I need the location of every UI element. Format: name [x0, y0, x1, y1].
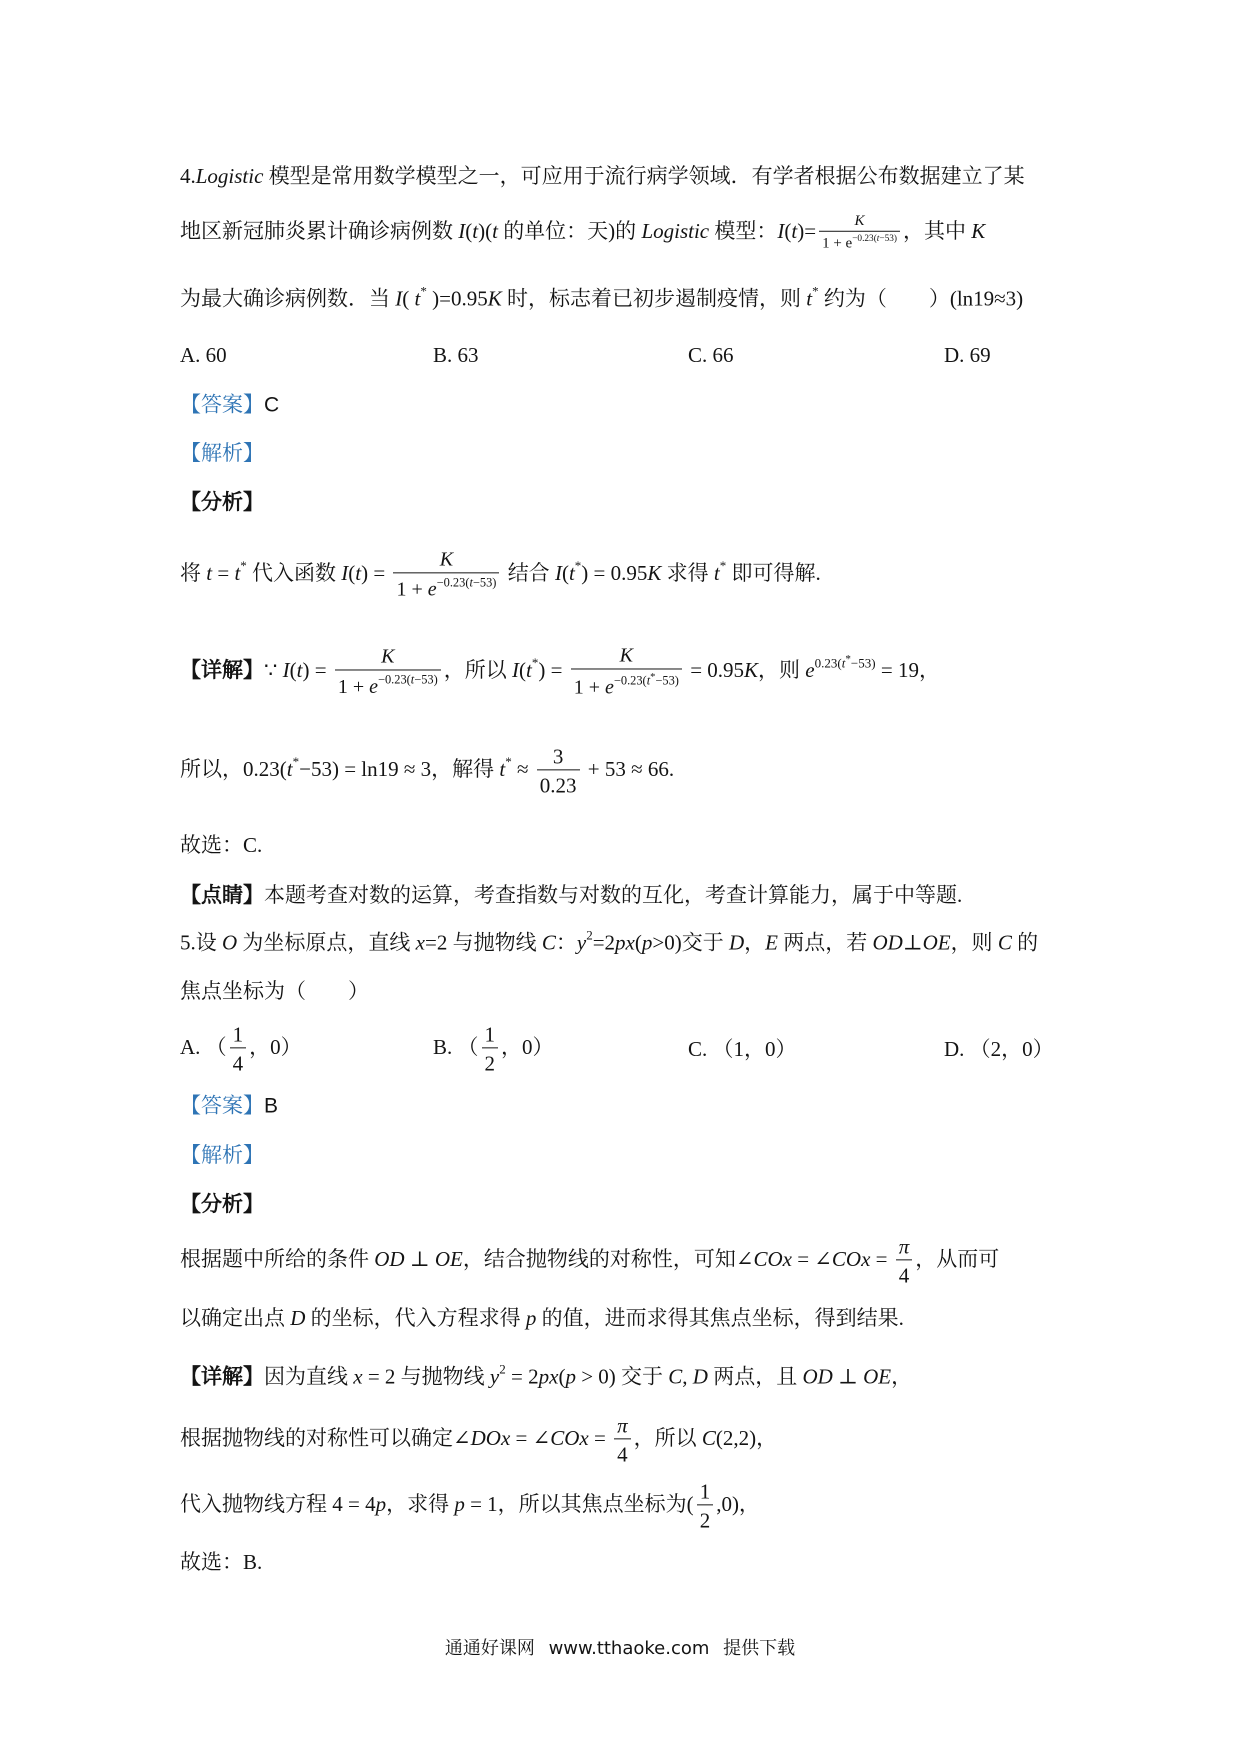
- q4-jiexi-tag: 【解析】: [180, 440, 264, 465]
- math-variable: t: [286, 756, 293, 781]
- q4-fenxi-tag: 【分析】: [180, 489, 264, 514]
- text-run: 为最大确诊病例数．当: [180, 286, 396, 311]
- q5-stem-line-2: 焦点坐标为（ ）: [180, 978, 369, 1003]
- fraction-denominator: 4: [614, 1439, 631, 1467]
- math-variable: K: [647, 560, 662, 585]
- q5-option-a: [180, 1022, 302, 1075]
- question-number: 5.设: [180, 930, 222, 955]
- q5-detail-line-1: [180, 1363, 912, 1390]
- math-variable: t: [469, 575, 473, 590]
- q4-option-b: B. 63: [433, 342, 479, 367]
- math-variable: I: [554, 560, 562, 585]
- math-variable: I: [512, 657, 520, 682]
- text-run: ⊥: [404, 1246, 435, 1271]
- text-run: −53) = ln19 ≈ 3，解得: [299, 756, 500, 781]
- q5-fenxi-line-2: [180, 1305, 904, 1331]
- text-run: −53): [850, 655, 876, 671]
- q5-option-c: C. （1，0）: [688, 1036, 797, 1061]
- math-variable: t: [568, 560, 575, 585]
- text-run: )=0.95: [426, 286, 488, 311]
- text-run: = 19，: [875, 657, 940, 682]
- q4-conclusion: 故选：C.: [180, 832, 263, 857]
- model-name: Logistic: [641, 218, 710, 243]
- math-variable: px: [538, 1364, 559, 1389]
- text-run: ，所以: [443, 657, 513, 682]
- math-variable: t: [646, 673, 651, 688]
- detail-tag: 【详解】: [180, 1364, 264, 1389]
- text-run: (: [402, 286, 415, 311]
- math-variable: I: [777, 218, 785, 243]
- text-run: 1 +: [337, 675, 370, 698]
- text-run: =2 与抛物线: [425, 930, 542, 955]
- text-run: (2,2)，: [715, 1425, 778, 1450]
- text-run: 的: [1011, 930, 1039, 955]
- text-run: 本题考查对数的运算，考查指数与对数的互化，考查计算能力，属于中等题.: [264, 882, 963, 907]
- q4-stem-line-3: [180, 285, 1023, 312]
- math-variable: t: [876, 234, 880, 245]
- text-run: −53): [655, 673, 679, 688]
- text-run: ，: [744, 930, 766, 955]
- text-run: ⊥: [832, 1364, 864, 1389]
- math-variable: x: [415, 930, 425, 955]
- fraction: [614, 1413, 631, 1466]
- nested-superscript: *: [650, 671, 656, 683]
- answer-value: C: [264, 393, 280, 417]
- fraction-numerator: π: [617, 1413, 628, 1438]
- math-variable: D: [290, 1305, 306, 1330]
- q5-detail-line-3: [180, 1479, 760, 1532]
- math-variable: I: [341, 560, 349, 585]
- math-variable: C: [541, 930, 556, 955]
- text-run: (: [784, 218, 792, 243]
- math-variable: K: [487, 286, 502, 311]
- superscript: *: [505, 754, 512, 770]
- math-variable: t: [234, 560, 241, 585]
- text-run: ∵: [264, 657, 283, 682]
- text-run: 代入函数: [246, 560, 342, 585]
- fraction: [697, 1479, 714, 1532]
- q4-option-a: A. 60: [180, 342, 227, 367]
- text-run: =: [212, 560, 235, 585]
- text-run: −53): [879, 234, 898, 245]
- math-variable: p: [454, 1491, 465, 1516]
- superscript: *: [574, 558, 582, 574]
- text-run: ，则: [950, 930, 998, 955]
- text-run: 时，标志着已初步遏制疫情，则: [501, 286, 807, 311]
- answer-tag: 【答案】: [180, 392, 264, 417]
- text-run: 的值，进而求得其焦点坐标，得到结果.: [536, 1305, 904, 1330]
- fraction: [896, 1234, 913, 1287]
- text-run: ≈: [511, 756, 534, 781]
- text-run: ,: [682, 1364, 693, 1389]
- fraction: [571, 644, 682, 699]
- text-run: ，求得: [386, 1491, 455, 1516]
- math-variable: t: [410, 672, 415, 687]
- math-variable: OE: [922, 930, 951, 955]
- q4-stem-line-2: [180, 213, 985, 253]
- math-variable: y: [489, 1364, 500, 1389]
- text-run: ⊥: [902, 930, 923, 955]
- text-run: 的单位：天)的: [497, 218, 642, 243]
- math-variable: I: [282, 657, 290, 682]
- q4-option-c: C. 66: [688, 342, 734, 367]
- q5-jiexi-tag: 【解析】: [180, 1142, 264, 1167]
- text-run: ，从而可: [915, 1246, 1000, 1271]
- text-run: −0.23(: [852, 234, 877, 245]
- math-variable: C: [701, 1425, 716, 1450]
- superscript: [852, 234, 897, 244]
- fraction-numerator: K: [619, 644, 633, 667]
- text-run: (: [561, 560, 569, 585]
- text-run: ，则: [758, 657, 806, 682]
- text-run: 1 +: [396, 578, 428, 601]
- text-run: 两点，且: [707, 1364, 803, 1389]
- text-run: ) = 0.95: [581, 560, 648, 585]
- fraction-numerator: K: [381, 645, 395, 668]
- q5-fenxi-line-1: [180, 1234, 999, 1287]
- text-run: = 2: [505, 1364, 539, 1389]
- text-run: 因为直线: [264, 1364, 354, 1389]
- superscript: *: [812, 283, 819, 299]
- math-variable: O: [222, 930, 238, 955]
- text-run: 约为（ ）(ln19≈3): [818, 286, 1024, 311]
- text-run: 以确定出点: [180, 1305, 291, 1330]
- q4-detail-line-1: [180, 644, 940, 699]
- superscript: [378, 672, 438, 686]
- math-variable: COx: [550, 1425, 589, 1450]
- q4-fenxi-text: [180, 548, 821, 601]
- math-variable: t: [499, 756, 506, 781]
- superscript: *: [292, 754, 300, 770]
- dianjing-tag: 【点睛】: [180, 882, 264, 907]
- math-variable: p: [375, 1491, 387, 1516]
- fraction-numerator: 3: [552, 744, 564, 769]
- text-run: ，: [891, 1364, 913, 1389]
- text-run: A. （: [180, 1034, 227, 1059]
- text-run: 1 +: [573, 676, 605, 699]
- fraction-numerator: K: [854, 212, 865, 229]
- fraction: [482, 1022, 499, 1075]
- math-variable: C: [997, 930, 1012, 955]
- text-run: = ∠: [791, 1246, 832, 1271]
- math-variable: t: [526, 657, 532, 682]
- text-run: 根据题中所给的条件: [180, 1246, 375, 1271]
- math-variable: t: [713, 560, 720, 585]
- superscript: 2: [586, 927, 593, 943]
- q5-fenxi-tag: 【分析】: [180, 1191, 264, 1216]
- fraction-numerator: K: [439, 548, 454, 571]
- q4-detail-line-2: [180, 744, 674, 797]
- question-number: 4.: [180, 163, 196, 188]
- q5-detail-line-2: [180, 1413, 777, 1466]
- math-variable: t: [206, 560, 213, 585]
- text-run: 结合: [502, 560, 555, 585]
- math-variable: e: [369, 675, 378, 698]
- math-variable: OD: [802, 1364, 833, 1389]
- math-variable: t: [296, 657, 303, 682]
- q5-conclusion: 故选：B.: [180, 1549, 263, 1574]
- fraction: [230, 1022, 247, 1075]
- math-variable: t: [414, 286, 421, 311]
- text-run: =: [870, 1246, 893, 1271]
- math-variable: C: [668, 1364, 683, 1389]
- text-run: ,0)，: [716, 1491, 760, 1516]
- text-run: 模型：: [709, 218, 778, 243]
- fraction-numerator: 1: [699, 1479, 711, 1504]
- text-run: 根据抛物线的对称性可以确定∠: [180, 1425, 471, 1450]
- detail-tag: 【详解】: [180, 657, 264, 682]
- text-run: (: [558, 1364, 566, 1389]
- q4-stem-line-1: [180, 163, 1025, 189]
- text-run: 模型是常用数学模型之一，可应用于流行病学领域．有学者根据公布数据建立了某: [263, 163, 1025, 188]
- q4-option-d: D. 69: [944, 342, 991, 367]
- fraction: [393, 548, 499, 601]
- text-run: 代入抛物线方程 4 = 4: [180, 1491, 376, 1516]
- fraction-denominator: 4: [896, 1260, 913, 1288]
- math-variable: t: [355, 560, 362, 585]
- text-run: ) =: [538, 657, 568, 682]
- answer-value: B: [264, 1094, 279, 1118]
- math-variable: COx: [753, 1246, 792, 1271]
- fraction-denominator: 0.23: [537, 770, 580, 798]
- text-run: −53): [472, 575, 497, 590]
- math-variable: t: [791, 218, 798, 243]
- nested-superscript: *: [845, 653, 851, 666]
- fraction-denominator: 4: [230, 1048, 247, 1076]
- text-run: 0.23(: [814, 655, 842, 671]
- q4-answer: [180, 391, 279, 418]
- text-run: ，0）: [501, 1034, 554, 1059]
- math-variable: t: [806, 286, 813, 311]
- math-variable: OE: [434, 1246, 463, 1271]
- text-run: 1 + e: [822, 235, 853, 252]
- text-run: (: [348, 560, 356, 585]
- math-variable: OD: [872, 930, 903, 955]
- fraction-numerator: 1: [232, 1022, 244, 1047]
- fraction: [537, 744, 580, 797]
- q5-option-b: [433, 1022, 554, 1075]
- text-run: = 2 与抛物线: [362, 1364, 490, 1389]
- math-variable: px: [615, 930, 635, 955]
- superscript: [614, 673, 679, 687]
- text-run: −0.23(: [377, 672, 411, 687]
- q5-answer: [180, 1092, 278, 1119]
- superscript: 2: [499, 1361, 506, 1377]
- text-run: )(: [478, 218, 493, 243]
- text-run: ) =: [361, 560, 391, 585]
- text-run: (: [465, 218, 473, 243]
- fraction-denominator: [335, 669, 441, 698]
- text-run: > 0) 交于: [575, 1364, 669, 1389]
- q5-option-d: D. （2，0）: [944, 1036, 1054, 1061]
- superscript: *: [719, 558, 727, 574]
- q4-dianjing: [180, 882, 962, 908]
- math-variable: e: [805, 657, 815, 682]
- text-run: −0.23(: [613, 673, 647, 688]
- math-variable: I: [458, 218, 466, 243]
- math-variable: I: [395, 286, 403, 311]
- math-variable: t: [492, 218, 498, 243]
- fraction: [819, 213, 900, 253]
- answer-tag: 【答案】: [180, 1093, 264, 1118]
- math-variable: K: [971, 218, 986, 243]
- math-variable: t: [841, 655, 846, 671]
- text-run: 将: [180, 560, 207, 585]
- math-variable: OE: [863, 1364, 892, 1389]
- text-run: ，结合抛物线的对称性，可知∠: [462, 1246, 754, 1271]
- text-run: −53): [414, 672, 438, 687]
- text-run: 即可得解.: [726, 560, 821, 585]
- text-run: 的坐标，代入方程求得: [305, 1305, 526, 1330]
- q5-stem-line-1: [180, 929, 1038, 956]
- math-variable: E: [765, 930, 778, 955]
- math-variable: DOx: [470, 1425, 511, 1450]
- text-run: B. （: [433, 1034, 479, 1059]
- text-run: )=: [797, 218, 817, 243]
- math-variable: y: [576, 930, 587, 955]
- superscript: [815, 655, 876, 670]
- text-run: >0)交于: [652, 930, 729, 955]
- math-variable: D: [692, 1364, 708, 1389]
- text-run: =2: [592, 930, 616, 955]
- fraction-denominator: [571, 668, 682, 699]
- text-run: 两点，若: [777, 930, 873, 955]
- text-run: −0.23(: [436, 575, 470, 590]
- fraction-numerator: π: [898, 1234, 910, 1259]
- math-variable: OD: [374, 1246, 405, 1271]
- page-footer: 通通好课网 www.tthaoke.com 提供下载: [444, 1638, 796, 1659]
- text-run: (: [634, 930, 642, 955]
- text-run: =: [588, 1425, 612, 1450]
- math-variable: D: [728, 930, 745, 955]
- text-run: 为坐标原点，直线: [237, 930, 416, 955]
- fraction-denominator: 2: [697, 1505, 714, 1533]
- text-run: 地区新冠肺炎累计确诊病例数: [180, 218, 459, 243]
- superscript: [437, 575, 497, 589]
- math-variable: x: [353, 1364, 363, 1389]
- text-run: ，其中: [903, 218, 972, 243]
- text-run: + 53 ≈ 66.: [582, 756, 675, 781]
- superscript: *: [531, 655, 539, 671]
- math-variable: e: [605, 676, 614, 699]
- superscript: *: [420, 283, 427, 299]
- text-run: ) =: [302, 657, 332, 682]
- text-run: ：: [555, 930, 577, 955]
- text-run: = ∠: [510, 1425, 551, 1450]
- text-run: = 1，所以其焦点坐标为(: [464, 1491, 694, 1516]
- fraction-denominator: [819, 231, 900, 253]
- fraction-denominator: 2: [482, 1048, 499, 1076]
- fraction-denominator: [393, 572, 499, 601]
- math-variable: p: [565, 1364, 576, 1389]
- math-variable: K: [744, 657, 759, 682]
- text-run: 求得: [661, 560, 714, 585]
- math-variable: p: [641, 930, 653, 955]
- text-run: ，所以: [633, 1425, 702, 1450]
- text-run: ，0）: [249, 1034, 302, 1059]
- fraction-numerator: 1: [484, 1022, 496, 1047]
- text-run: (: [289, 657, 297, 682]
- fraction: [335, 645, 441, 698]
- math-variable: p: [525, 1305, 537, 1330]
- superscript: *: [240, 558, 247, 574]
- model-name: Logistic: [195, 163, 264, 188]
- text-run: 所以，0.23(: [180, 756, 287, 781]
- math-variable: COx: [831, 1246, 871, 1271]
- text-run: (: [519, 657, 527, 682]
- math-variable: t: [472, 218, 479, 243]
- math-variable: e: [427, 578, 437, 601]
- text-run: = 0.95: [684, 657, 745, 682]
